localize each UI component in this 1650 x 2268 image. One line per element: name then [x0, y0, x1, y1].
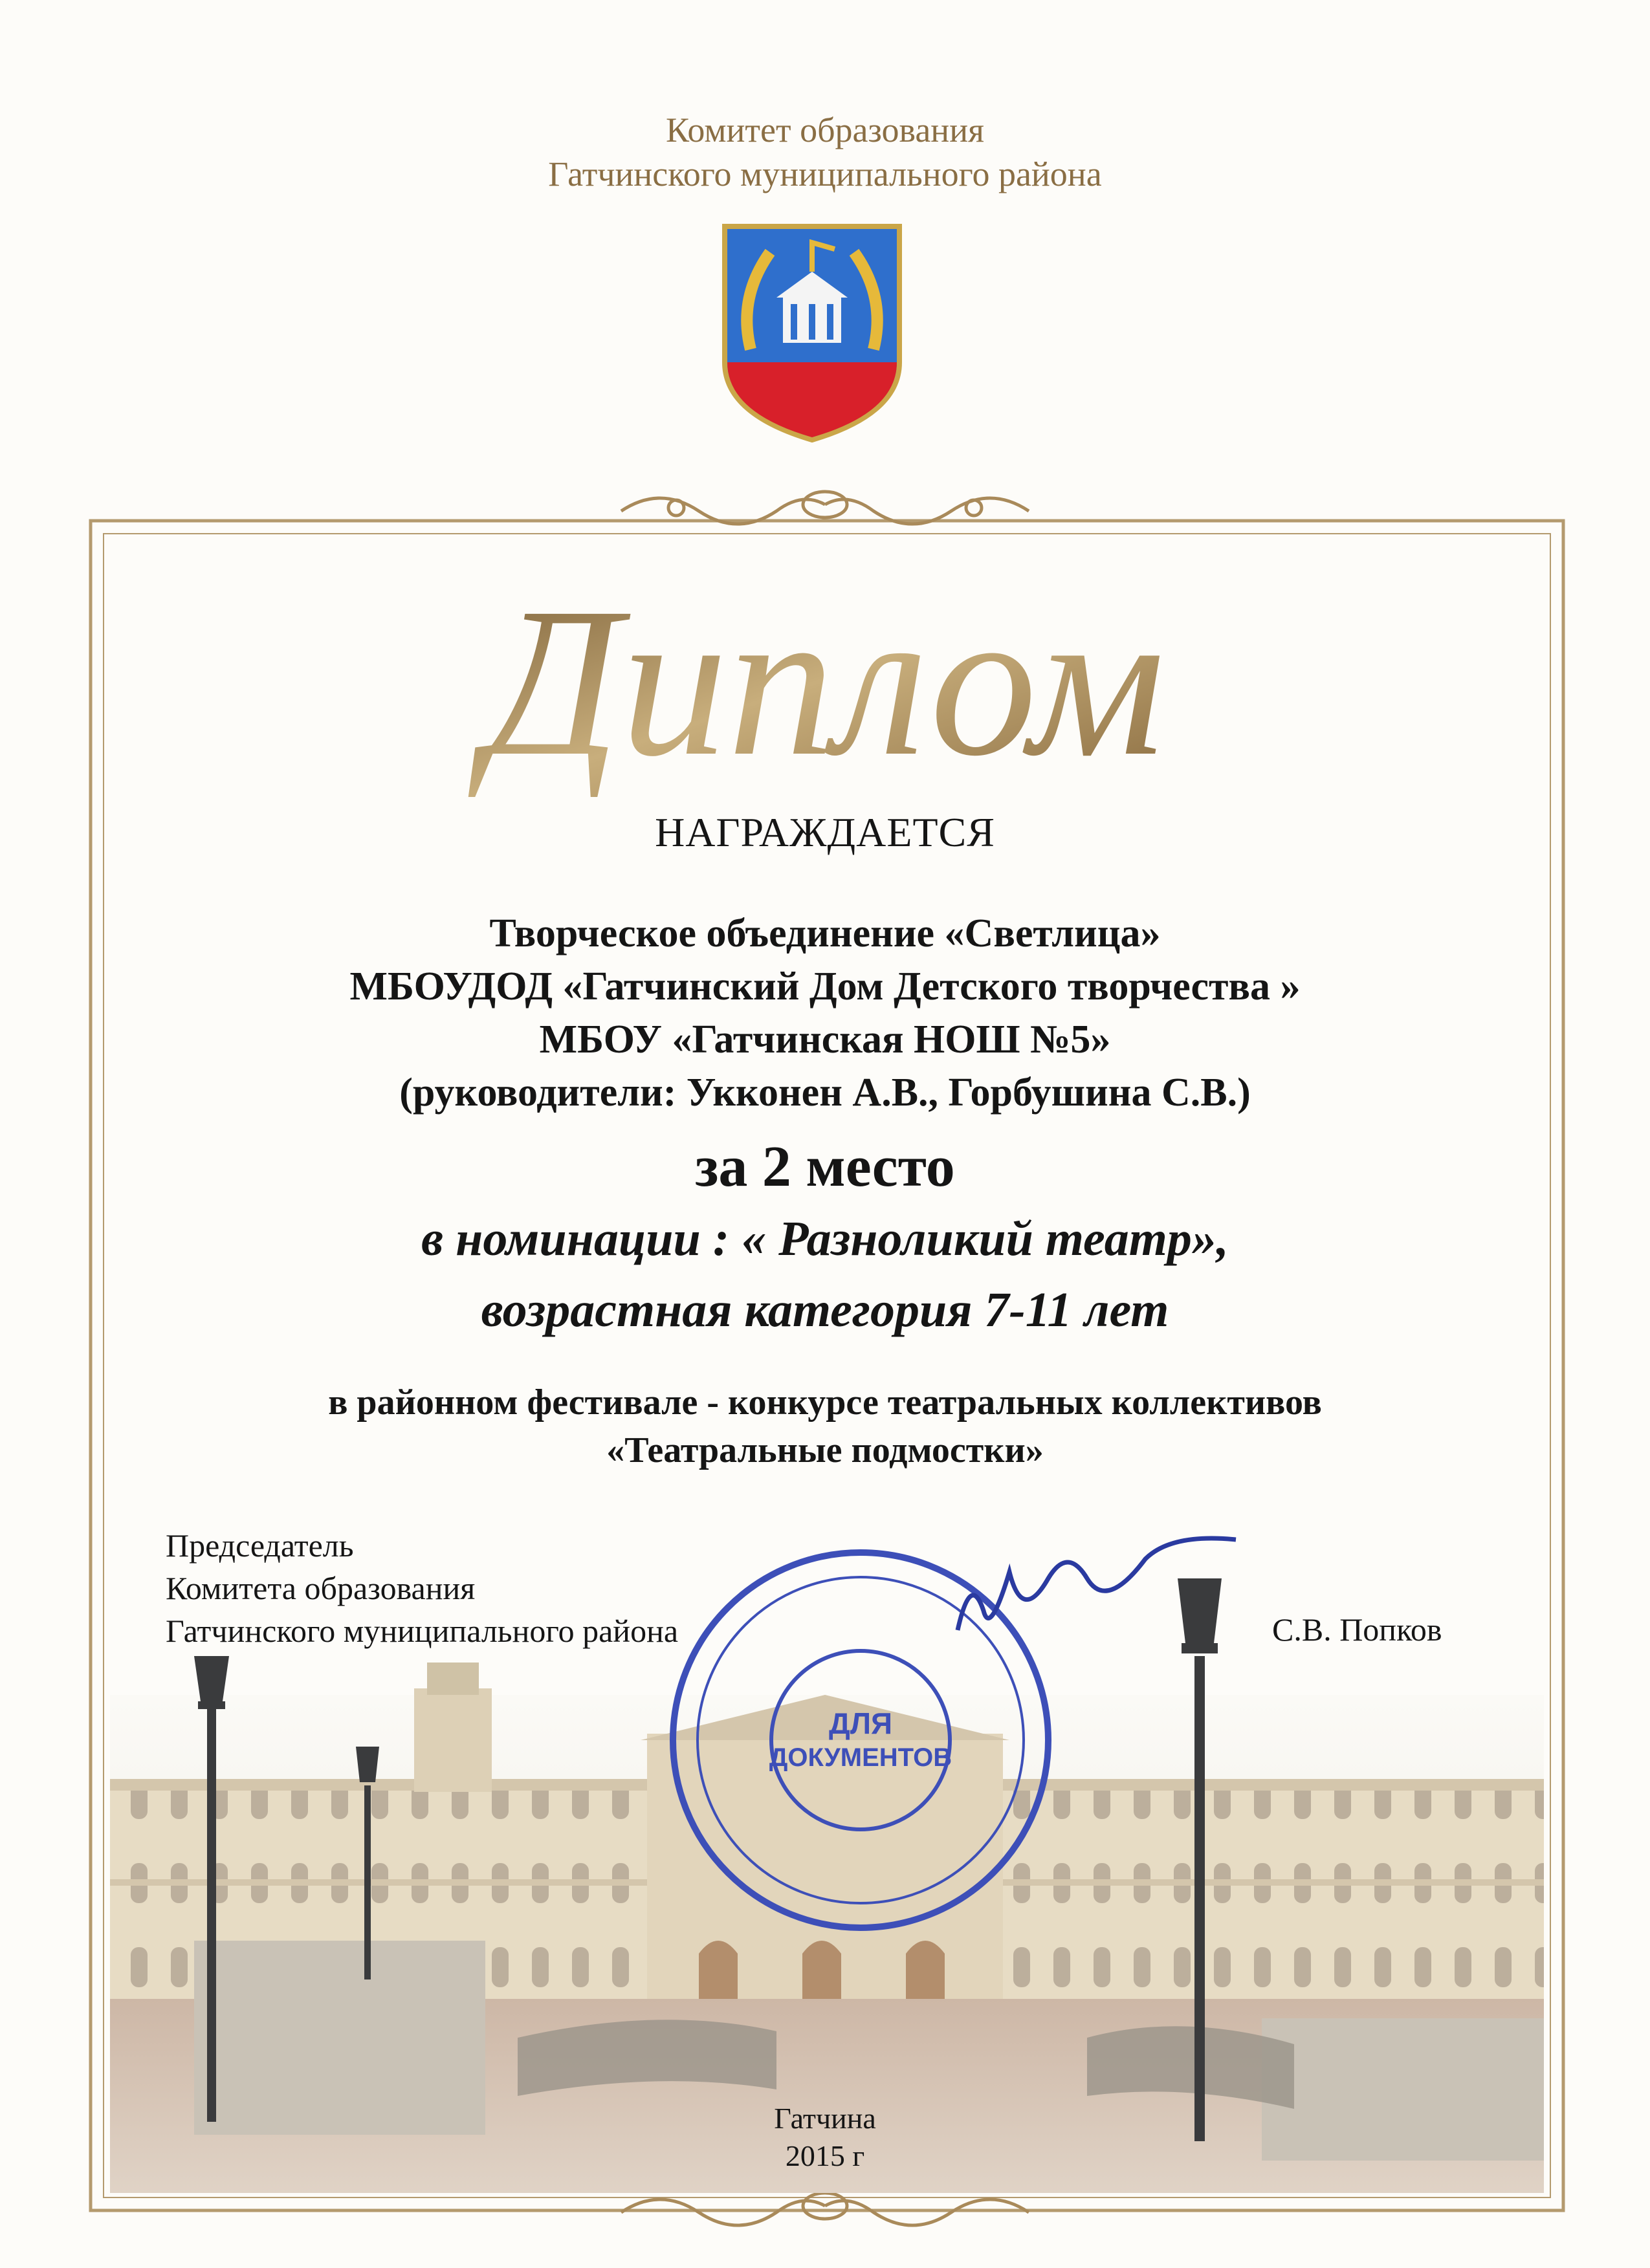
- nomination-line-2: возрастная категория 7-11 лет: [481, 1283, 1169, 1337]
- awarded-label: НАГРАЖДАЕТСЯ: [655, 809, 995, 855]
- festival-line-2: «Театральные подмостки»: [606, 1430, 1044, 1470]
- coat-of-arms-icon: [725, 226, 899, 440]
- recipient-line-2: МБОУДОД «Гатчинский Дом Детского творчества »: [349, 965, 1301, 1009]
- committee-line-1: Комитет образования: [666, 111, 984, 149]
- recipient-line-3: МБОУ «Гатчинская НОШ №5»: [539, 1018, 1111, 1062]
- svg-text:ДЛЯ: ДЛЯ: [828, 1706, 893, 1740]
- festival-line-1: в районном фестивале - конкурсе театральных коллективов: [328, 1382, 1322, 1423]
- nomination-line-1: в номинации : « Разноликий театр»,: [421, 1212, 1229, 1266]
- signer-position-line-2: Комитета образования: [166, 1570, 476, 1606]
- signer-position-line-3: Гатчинского муниципального района: [166, 1613, 679, 1649]
- footer-city: Гатчина: [774, 2102, 876, 2135]
- place-text: за 2 место: [695, 1135, 955, 1199]
- diploma-title: Диплом: [485, 564, 1165, 800]
- svg-text:ДОКУМЕНТОВ: ДОКУМЕНТОВ: [769, 1743, 952, 1772]
- signer-position-line-1: Председатель: [166, 1527, 354, 1564]
- recipient-line-4: (руководители: Укконен А.В., Горбушина С.В.): [399, 1071, 1251, 1115]
- footer-year: 2015 г: [785, 2139, 865, 2172]
- recipient-line-1: Творческое объединение «Светлица»: [489, 911, 1161, 955]
- committee-line-2: Гатчинского муниципального района: [548, 155, 1102, 193]
- signer-name: С.В. Попков: [1272, 1611, 1442, 1648]
